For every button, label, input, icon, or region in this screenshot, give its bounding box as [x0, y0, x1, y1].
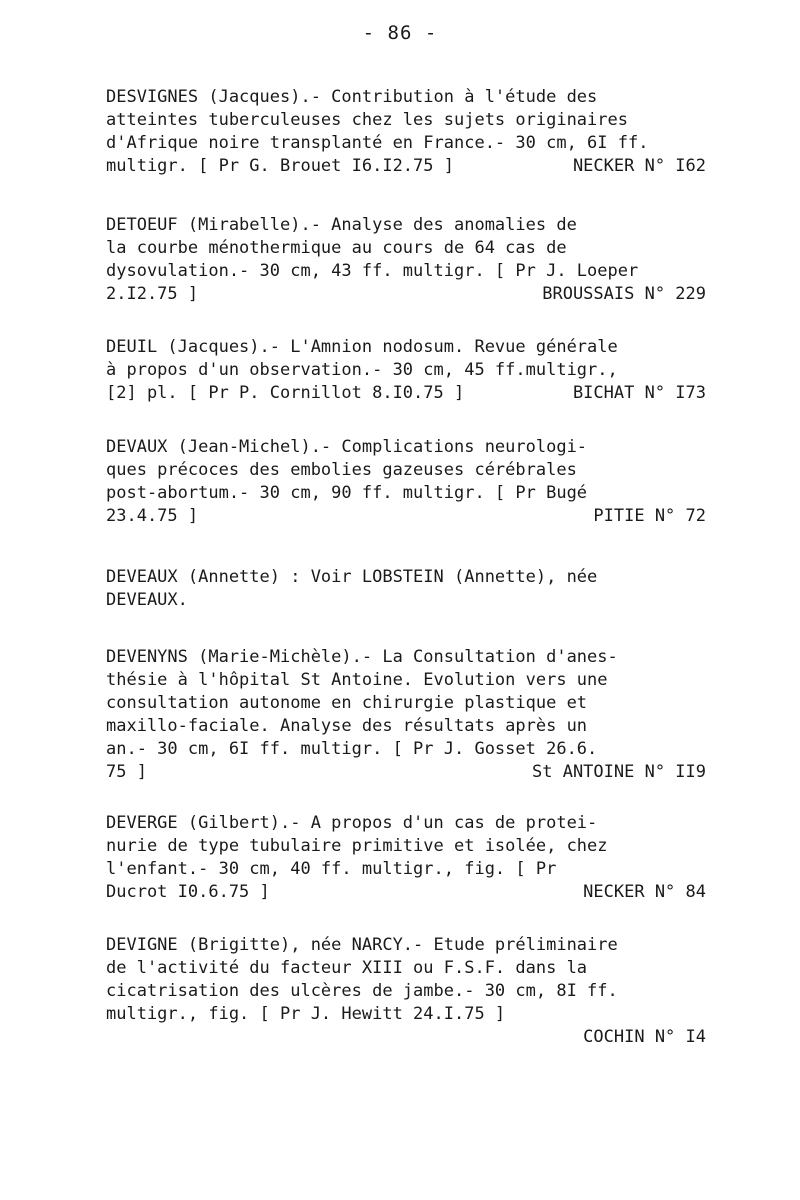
entry-line: consultation autonome en chirurgie plastique et: [106, 693, 588, 713]
entry-line: à propos d'un observation.- 30 cm, 45 ff.multigr.,: [106, 360, 618, 380]
entry-line: ques précoces des embolies gazeuses cérébrales: [106, 460, 577, 480]
entry-line: 75 ]: [106, 762, 147, 782]
bibliography-entry: [106, 214, 706, 306]
entry-line: la courbe ménothermique au cours de 64 cas de: [106, 238, 567, 258]
page-number: - 86 -: [362, 22, 438, 44]
entry-line: multigr., fig. [ Pr J. Hewitt 24.I.75 ]: [106, 1004, 506, 1024]
entry-line: DETOEUF (Mirabelle).- Analyse des anomalies de: [106, 215, 577, 235]
shelf-mark: BICHAT N° I73: [572, 383, 706, 403]
bibliography-entry: [106, 336, 706, 405]
entry-line: DEUIL (Jacques).- L'Amnion nodosum. Revue générale: [106, 337, 618, 357]
entry-line: maxillo-faciale. Analyse des résultats après un: [106, 716, 588, 736]
entry-line: Ducrot I0.6.75 ]: [106, 882, 270, 902]
entry-line: DEVIGNE (Brigitte), née NARCY.- Etude préliminaire: [106, 935, 618, 955]
shelf-mark: NECKER N° I62: [572, 156, 706, 176]
entry-line: nurie de type tubulaire primitive et isolée, chez: [106, 836, 608, 856]
entry-line: multigr. [ Pr G. Brouet I6.I2.75 ]: [106, 156, 454, 176]
bibliography-entry: [106, 934, 706, 1049]
entry-shelf-row: [106, 881, 706, 904]
entry-shelf-row: [106, 382, 706, 405]
bibliography-entry: [106, 436, 706, 528]
entry-shelf-row: [106, 155, 706, 178]
entry-shelf-row: [106, 761, 706, 784]
shelf-mark: BROUSSAIS N° 229: [542, 284, 706, 304]
entry-line: DEVEAUX (Annette) : Voir LOBSTEIN (Annette), née: [106, 567, 598, 587]
entry-line: DEVEAUX.: [106, 590, 188, 610]
entry-line: an.- 30 cm, 6I ff. multigr. [ Pr J. Gosset 26.6.: [106, 739, 598, 759]
entry-line: dysovulation.- 30 cm, 43 ff. multigr. [ Pr J. Loeper: [106, 261, 639, 281]
entry-line: DEVENYNS (Marie-Michèle).- La Consultation d'anes-: [106, 647, 618, 667]
entry-line: l'enfant.- 30 cm, 40 ff. multigr., fig. [ Pr: [106, 859, 557, 879]
entry-line: DESVIGNES (Jacques).- Contribution à l'étude des: [106, 87, 598, 107]
entry-line: de l'activité du facteur XIII ou F.S.F. dans la: [106, 958, 588, 978]
entry-line: cicatrisation des ulcères de jambe.- 30 cm, 8I ff.: [106, 981, 618, 1001]
bibliography-entry: [106, 646, 706, 784]
entry-line: atteintes tuberculeuses chez les sujets originaires: [106, 110, 628, 130]
shelf-mark: COCHIN N° I4: [583, 1027, 706, 1047]
entry-line: post-abortum.- 30 cm, 90 ff. multigr. [ Pr Bugé: [106, 483, 588, 503]
entry-line: 2.I2.75 ]: [106, 284, 199, 304]
entry-line: DEVERGE (Gilbert).- A propos d'un cas de protei-: [106, 813, 598, 833]
entry-line: 23.4.75 ]: [106, 506, 199, 526]
entry-shelf-row: [106, 505, 706, 528]
entry-line: [2] pl. [ Pr P. Cornillot 8.I0.75 ]: [106, 383, 465, 403]
bibliography-entry: [106, 812, 706, 904]
shelf-mark: PITIE N° 72: [593, 506, 706, 526]
bibliography-entry: [106, 86, 706, 178]
shelf-mark: St ANTOINE N° II9: [532, 762, 706, 782]
entry-line: DEVAUX (Jean-Michel).- Complications neurologi-: [106, 437, 588, 457]
entry-line: d'Afrique noire transplanté en France.- 30 cm, 6I ff.: [106, 133, 649, 153]
shelf-mark: NECKER N° 84: [583, 882, 706, 902]
entry-shelf-row: [106, 1026, 706, 1049]
bibliography-entry: [106, 566, 706, 612]
entry-shelf-row: [106, 283, 706, 306]
entry-line: thésie à l'hôpital St Antoine. Evolution vers une: [106, 670, 608, 690]
